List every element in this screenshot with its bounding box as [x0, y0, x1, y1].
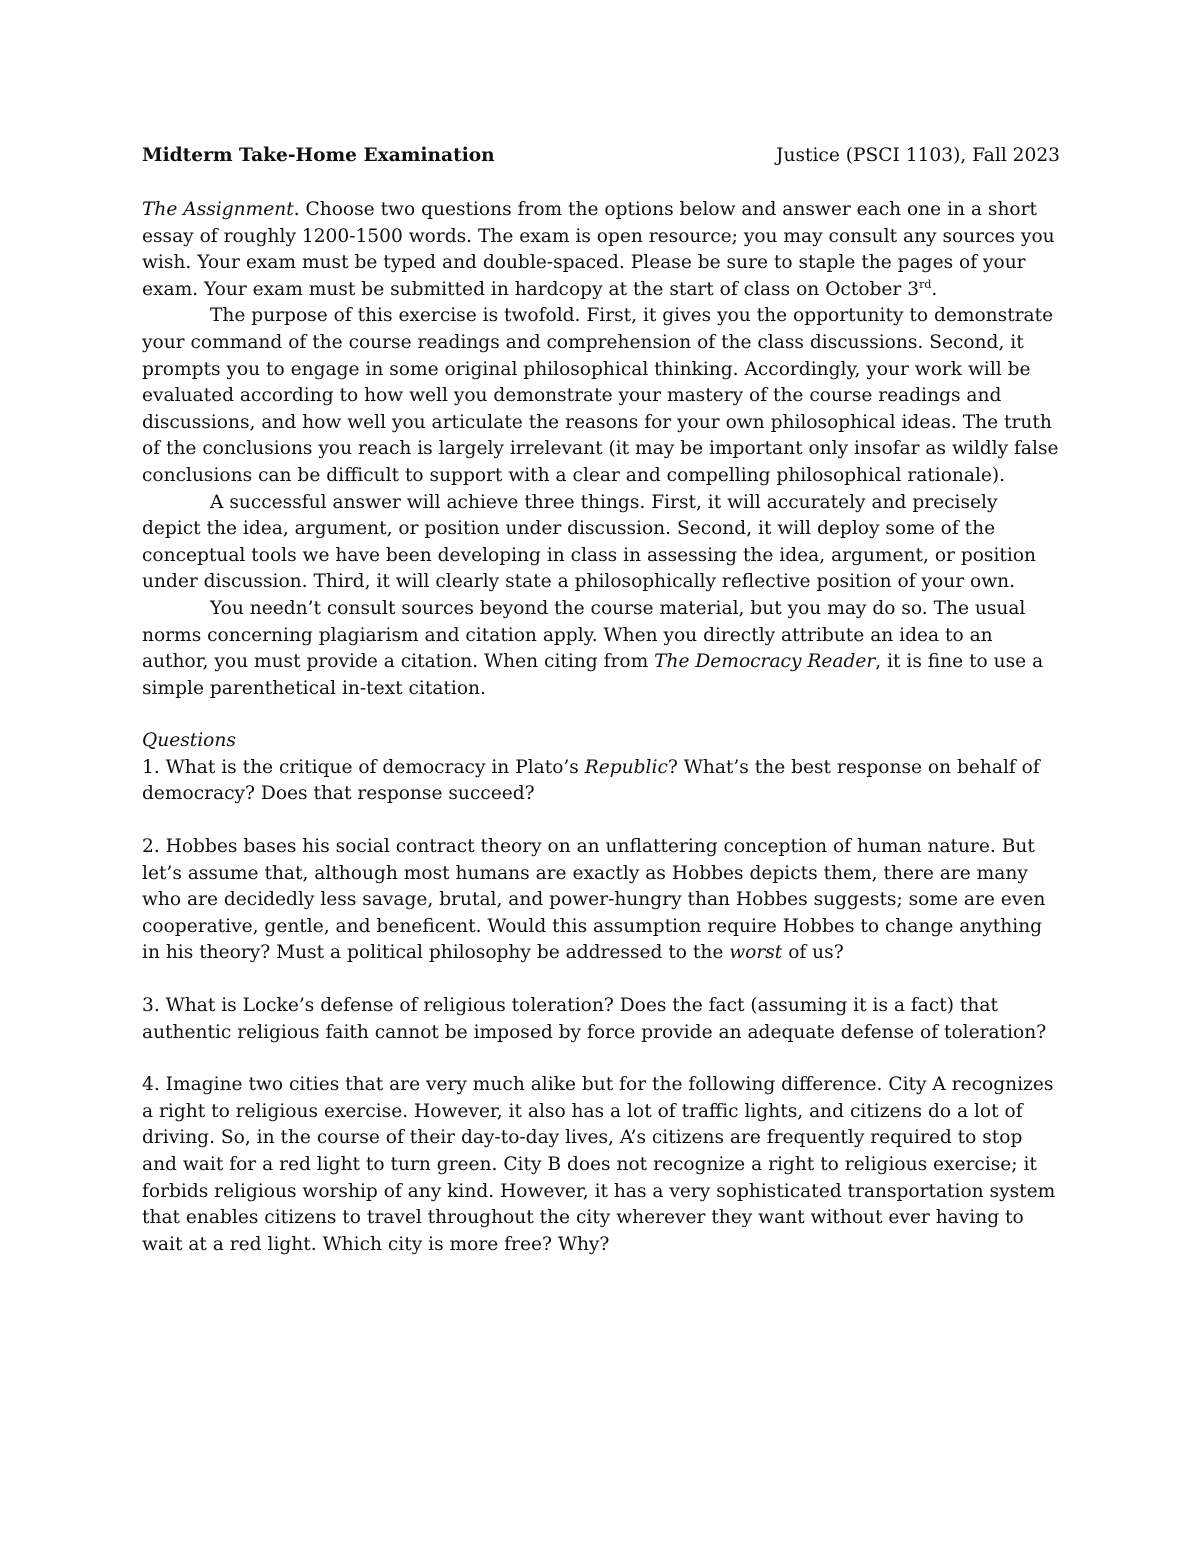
spacer	[142, 808, 1060, 834]
assignment-text: . Choose two questions from the options below and answer each one in a short essay of roughly 1200-1500 words. The exam is open resource; you may consult any sources you wish. Your exam must be typed and double-spaced. Please be sure to staple the pages of your exam. Your exam must be submitted in hardcopy at the start of class on October 3	[142, 199, 1055, 300]
question-2	[142, 834, 1060, 967]
header	[142, 142, 1060, 169]
assignment-paragraph-3: A successful answer will achieve three things. First, it will accurately and precisely depict the idea, argument, or position under discussion. Second, it will deploy some of the conceptual tools we have been developing in class in assessing the idea, argument, or position under discussion. Third, it will clearly state a philosophically reflective position of your own.	[142, 491, 1036, 593]
course-info: Justice (PSCI 1103), Fall 2023	[776, 145, 1060, 166]
questions-heading-text: Questions	[142, 730, 236, 752]
citation-text: You needn’t consult sources beyond the course material, but you may do so. The usual norms concerning plagiarism and citation apply. When you directly attribute an idea to an author, you must provide a citation. When citing from	[142, 597, 1026, 673]
worst-emphasis: worst	[729, 942, 783, 964]
question-1-text: 1. What is the critique of democracy in Plato’s	[142, 756, 585, 778]
question-2-text-end: of us?	[782, 942, 844, 964]
question-3: 3. What is Locke’s defense of religious toleration? Does the fact (assuming it is a fact) that authentic religious faith cannot be imposed by force provide an adequate defense of toleration?	[142, 995, 1047, 1043]
spacer	[142, 1046, 1060, 1072]
republic-title: Republic	[584, 756, 668, 778]
question-4: 4. Imagine two cities that are very much alike but for the following difference. City A recognizes a right to religious exercise. However, it also has a lot of traffic lights, and citizens do a lot of driving. So, in the course of their day-to-day lives, A’s citizens are frequently required to stop and wait for a red light to turn green. City B does not recognize a right to religious exercise; it forbids religious worship of any kind. However, it has a very sophisticated transportation system that enables citizens to travel throughout the city wherever they want without ever having to wait at a red light. Which city is more free? Why?	[142, 1074, 1056, 1255]
citation-text-end: , it is fine to use a simple parenthetical in-text citation.	[142, 651, 1044, 699]
spacer	[142, 967, 1060, 993]
assignment-text-end: .	[931, 278, 938, 300]
question-2-text: 2. Hobbes bases his social contract theory on an unflattering conception of human nature. But let’s assume that, although most humans are exactly as Hobbes depicts them, there are many who are decidedly less savage, brutal, and power-hungry than Hobbes suggests; some are even cooperative, gentle, and beneficent. Would this assumption require Hobbes to change anything in his theory? Must a political philosophy be addressed to the	[142, 836, 1046, 964]
assignment-paragraph-2: The purpose of this exercise is twofold. First, it gives you the opportunity to demonstrate your command of the course readings and comprehension of the class discussions. Second, it prompts you to engage in some original philosophical thinking. Accordingly, your work will be evaluated according to how well you demonstrate your mastery of the course readings and discussions, and how well you articulate the reasons for your own philosophical ideas. The truth of the conclusions you reach is largely irrelevant (it may be important only insofar as wildly false conclusions can be difficult to support with a clear and compelling philosophical rationale).	[142, 305, 1059, 486]
questions-heading	[142, 728, 1060, 755]
book-title: The Democracy Reader	[654, 651, 876, 673]
assignment-paragraph-1	[142, 197, 1060, 303]
exam-page	[142, 142, 1060, 1258]
spacer	[142, 702, 1060, 728]
question-1	[142, 755, 1060, 808]
assignment-paragraph-4	[142, 596, 1060, 702]
exam-title: Midterm Take-Home Examination	[142, 145, 495, 166]
superscript: rd	[919, 277, 932, 291]
question-1-text-end: ? What’s the best response on behalf of democracy? Does that response succeed?	[142, 756, 1040, 805]
spacer	[142, 169, 1060, 197]
assignment-label: The Assignment	[142, 199, 294, 220]
